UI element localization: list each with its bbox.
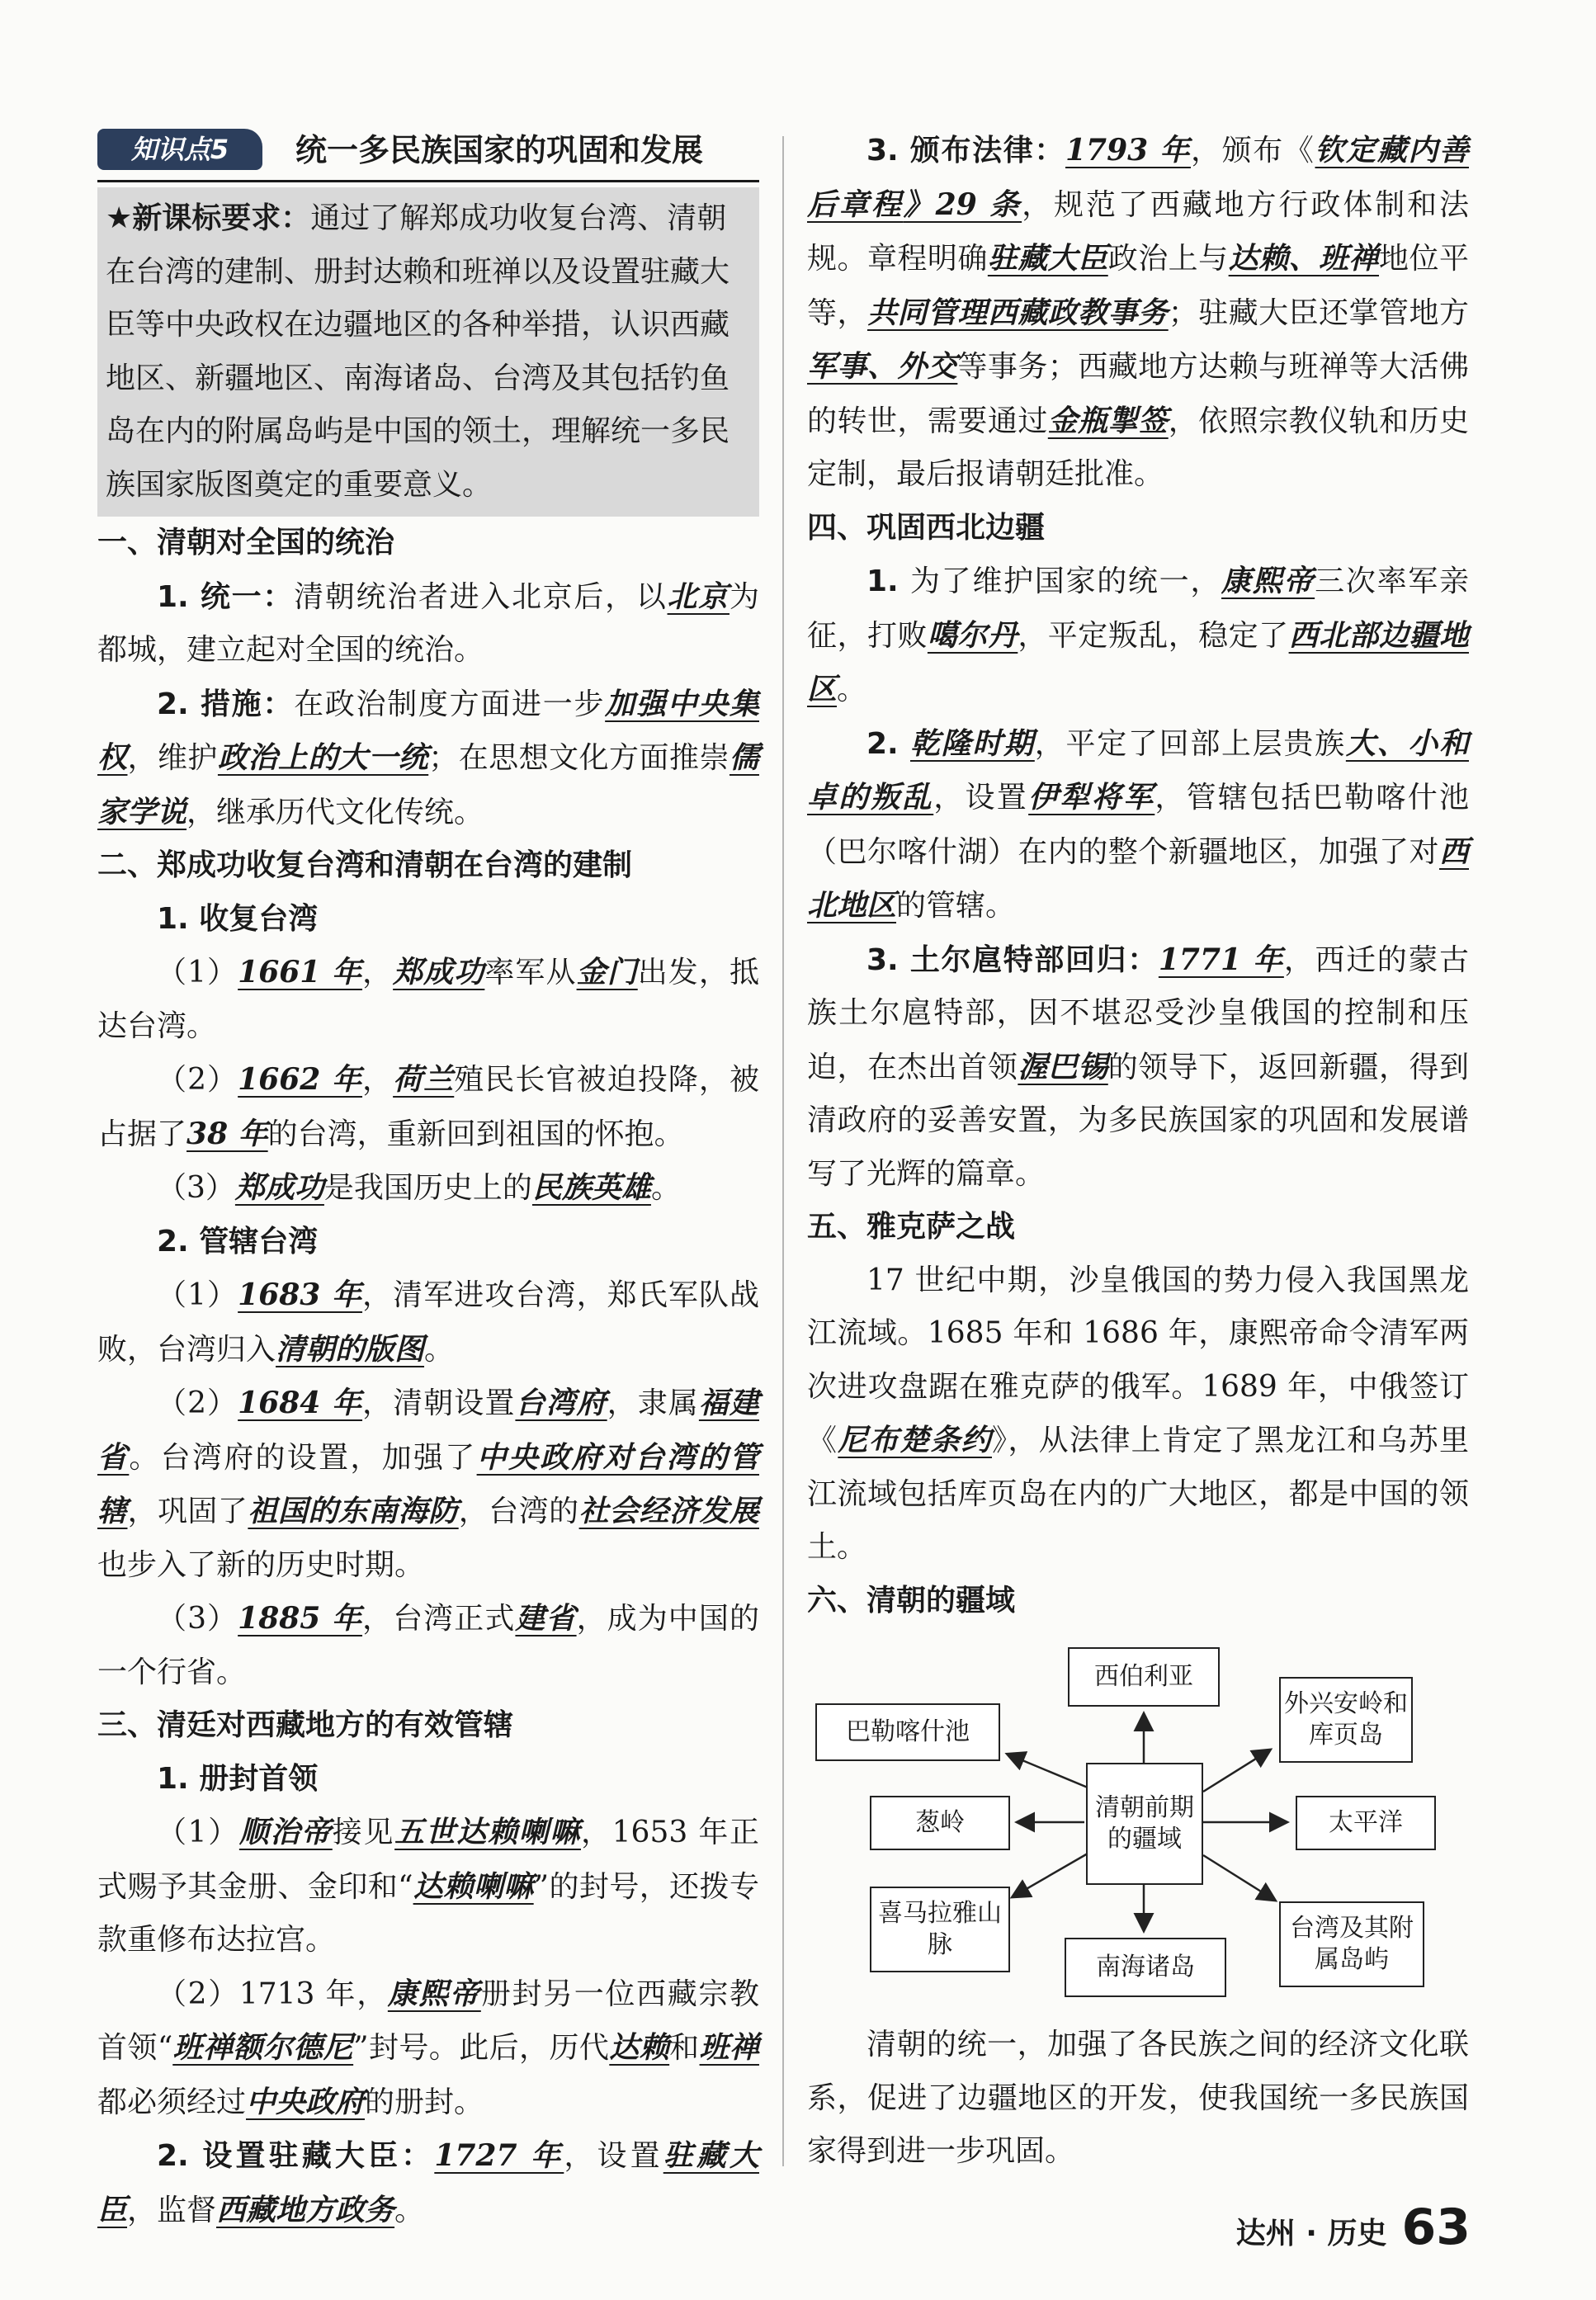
diagram-center: 清朝前期的疆域 xyxy=(1086,1763,1203,1885)
paragraph xyxy=(97,1268,759,1377)
handwritten-answer: 班禅 xyxy=(699,2030,759,2065)
text: 为了维护国家的统一， xyxy=(909,564,1222,598)
handwritten-answer: 班禅额尔德尼 xyxy=(172,2030,354,2065)
handwritten-answer: 渥巴锡 xyxy=(1018,1049,1108,1084)
column-divider xyxy=(782,136,784,2166)
topic-title: 统一多民族国家的巩固和发展 xyxy=(295,132,704,168)
handwritten-answer: 中央政府对台湾的管辖 xyxy=(97,1439,759,1528)
text: ，平定了回部上层贵族 xyxy=(1034,726,1346,761)
paragraph xyxy=(807,555,1469,717)
text: 。 xyxy=(650,1171,681,1205)
paragraph xyxy=(97,2129,759,2237)
handwritten-answer: 北京 xyxy=(667,579,730,614)
item-lead: 3. 颁布法律： xyxy=(866,134,1065,168)
handwritten-answer: 建省 xyxy=(515,1601,577,1636)
handwritten-answer: 康熙帝 xyxy=(387,1976,481,2011)
text: （1） xyxy=(157,956,238,989)
text: ，清军进攻台湾，郑氏军队战败，台湾归入 xyxy=(97,1278,759,1367)
diagram-node-pacific: 太平洋 xyxy=(1296,1796,1436,1850)
diagram-node-himalaya: 喜马拉雅山脉 xyxy=(870,1887,1010,1972)
handwritten-answer: 金瓶掣签 xyxy=(1047,403,1169,438)
handwritten-answer: 西北部边疆地区 xyxy=(807,617,1469,706)
text: ”的封号，还拨专款重修布达拉宫。 xyxy=(97,1869,759,1957)
text: 。 xyxy=(394,2193,425,2227)
handwritten-answer: 尼布楚条约 xyxy=(838,1423,992,1457)
item-lead: 1. 统一： xyxy=(157,579,295,614)
text: ，监督 xyxy=(127,2193,217,2227)
text: 是我国历史上的 xyxy=(323,1171,532,1205)
text: ，规范了西藏地方行政体制和法规。章程明确 xyxy=(807,187,1469,276)
text: ，西迁的蒙古族土尔扈特部，因不堪忍受沙皇俄国的控制和压迫，在杰出首领 xyxy=(807,942,1469,1084)
text: 。 xyxy=(837,673,867,706)
handwritten-answer: 台湾府 xyxy=(515,1386,607,1420)
text: 》，从法律上肯定了黑龙江和乌苏里江流域包括库页岛在内的广大地区，都是中国的领土。 xyxy=(807,1424,1469,1564)
text: ，平定叛乱，稳定了 xyxy=(1018,618,1289,653)
diagram-node-pamir: 葱岭 xyxy=(870,1796,1010,1850)
page-number: 63 xyxy=(1401,2198,1471,2256)
handwritten-answer: 达赖、班禅 xyxy=(1228,241,1379,276)
text: 。台湾府的设置，加强了 xyxy=(129,1440,477,1475)
paragraph xyxy=(97,1161,759,1216)
text: ，1653 年正式赐予其金册、金印和“ xyxy=(97,1816,759,1904)
handwritten-answer: 五世达赖喇嘛 xyxy=(394,1815,581,1849)
handwritten-answer: 驻藏大臣 xyxy=(97,2138,759,2227)
handwritten-answer: 38 年 xyxy=(187,1116,268,1151)
handwritten-answer: 1793 年 xyxy=(1065,133,1191,168)
section-heading: 二、郑成功收复台湾和清朝在台湾的建制 xyxy=(97,848,633,882)
handwritten-answer: 清朝的版图 xyxy=(276,1331,425,1367)
text: 册封另一位西藏宗教首领“ xyxy=(97,1976,759,2065)
text: ，管辖包括巴勒喀什池（巴尔喀什湖）在内的整个新疆地区，加强了对 xyxy=(807,781,1469,869)
handwritten-answer: 郑成功 xyxy=(393,955,485,989)
text: ”封号。此后，历代 xyxy=(353,2031,610,2065)
right-column xyxy=(807,124,1469,2179)
diagram-node-stanovoy-sakhalin: 外兴安岭和库页岛 xyxy=(1279,1677,1413,1763)
handwritten-answer: 1771 年 xyxy=(1158,942,1284,977)
text: （3） xyxy=(157,1171,235,1205)
text: （3） xyxy=(157,1602,238,1636)
requirement-label: ★新课标要求： xyxy=(106,201,311,235)
text: ，台湾的 xyxy=(458,1495,579,1528)
subheading: 2. 管辖台湾 xyxy=(157,1224,319,1259)
handwritten-answer: 顺治帝 xyxy=(238,1815,333,1849)
text: 的管辖。 xyxy=(896,889,1016,923)
handwritten-answer: 1684 年 xyxy=(238,1386,363,1420)
handwritten-answer: 钦定藏内善后章程 xyxy=(807,133,1469,222)
text: ，巩固了 xyxy=(127,1495,248,1528)
text: 殖民长官被迫投降，被占据了 xyxy=(97,1063,759,1151)
left-column xyxy=(97,124,759,2237)
handwritten-answer: 共同管理西藏政教事务 xyxy=(866,295,1169,330)
text: ，设置 xyxy=(564,2139,663,2173)
text: ，台湾正式 xyxy=(362,1602,516,1636)
text: ；驻藏大臣还掌管地方 xyxy=(1168,295,1469,330)
text: （1） xyxy=(157,1816,239,1849)
item-lead: 1. xyxy=(866,564,910,598)
section-heading: 一、清朝对全国的统治 xyxy=(97,526,395,560)
handwritten-answer: 驻藏大臣 xyxy=(987,241,1108,276)
text: ，依照宗教仪轨和历史定制，最后报请朝廷批准。 xyxy=(807,404,1469,491)
handwritten-answer: 达赖 xyxy=(609,2030,670,2065)
section-heading: 五、雅克萨之战 xyxy=(807,1210,1016,1244)
footer-label: 达州 · 历史 xyxy=(1235,2217,1387,2250)
section-heading: 四、巩固西北边疆 xyxy=(807,510,1046,545)
text: ；在思想文化方面推崇 xyxy=(428,741,730,775)
handwritten-answer: 西北地区 xyxy=(807,834,1469,923)
diagram-node-taiwan: 台湾及其附属岛屿 xyxy=(1279,1901,1424,1987)
text: ，继承历代文化传统。 xyxy=(187,795,484,829)
handwritten-answer: 西藏地方政务 xyxy=(216,2192,395,2227)
diagram-node-siberia: 西伯利亚 xyxy=(1068,1647,1220,1707)
handwritten-answer: 康熙帝 xyxy=(1221,564,1315,598)
handwritten-answer: 1661 年 xyxy=(238,955,363,989)
paragraph xyxy=(97,1967,759,2130)
text: ，隶属 xyxy=(607,1386,699,1420)
text: 清朝统治者进入北京后，以 xyxy=(294,579,668,614)
section-heading: 三、清廷对西藏地方的有效管辖 xyxy=(97,1708,514,1742)
handwritten-answer: 军事、外交 xyxy=(807,349,958,384)
text: 的台湾，重新回到祖国的怀抱。 xyxy=(267,1117,684,1151)
diagram-node-balkhash: 巴勒喀什池 xyxy=(815,1703,1000,1761)
handwritten-answer: 郑成功 xyxy=(234,1170,324,1205)
text: 出发，抵达台湾。 xyxy=(97,956,759,1043)
topic-header xyxy=(97,124,759,182)
curriculum-requirement xyxy=(97,187,759,517)
requirement-text: 通过了解郑成功收复台湾、清朝在台湾的建制、册封达赖和班禅以及设置驻藏大臣等中央政权在边疆地区的各种举措，认识西藏地区、新疆地区、南海诸岛、台湾及其包括钓鱼岛在内的附属岛屿是中国的领土，理解统一多民族国家版图奠定的重要意义。 xyxy=(106,201,730,502)
handwritten-answer: 祖国的东南海防 xyxy=(248,1494,459,1528)
handwritten-answer: 金门 xyxy=(576,955,638,989)
text: 三次率军亲征，打败 xyxy=(807,564,1469,653)
subheading: 1. 册封首领 xyxy=(157,1761,319,1796)
page-footer xyxy=(1235,2198,1471,2256)
text: （2） xyxy=(157,1386,238,1420)
text: 都必须经过 xyxy=(97,2085,247,2119)
handwritten-answer: 》29 条 xyxy=(903,187,1022,222)
paragraph xyxy=(807,1254,1469,1575)
text: ，成为中国的一个行省。 xyxy=(97,1602,759,1689)
text: 地位平等， xyxy=(807,242,1469,330)
text: （1） xyxy=(157,1278,238,1312)
text: ，颁布《 xyxy=(1190,134,1315,168)
handwritten-answer: 乾隆时期 xyxy=(909,725,1035,761)
handwritten-answer: 1885 年 xyxy=(238,1601,363,1636)
handwritten-answer: 达赖喇嘛 xyxy=(413,1868,534,1904)
text: ， xyxy=(362,956,394,989)
text: 等事务；西藏地方达赖与班禅等大活佛的转世，需要通过 xyxy=(807,350,1469,438)
section-heading: 六、清朝的疆域 xyxy=(807,1583,1016,1618)
paragraph: 清朝的统一，加强了各民族之间的经济文化联系，促进了边疆地区的开发，使我国统一多民族国家得到进一步巩固。 xyxy=(807,2028,1469,2168)
text: （2） xyxy=(157,1063,238,1097)
topic-tag: 知识点5 xyxy=(97,129,262,170)
paragraph xyxy=(97,1592,759,1699)
handwritten-answer: 荷兰 xyxy=(393,1062,455,1097)
handwritten-answer: 噶尔丹 xyxy=(927,617,1018,653)
item-lead: 2. xyxy=(866,726,910,761)
handwritten-answer: 1662 年 xyxy=(238,1062,363,1097)
text: ，维护 xyxy=(127,741,218,775)
handwritten-answer: 伊犁将军 xyxy=(1028,780,1155,815)
handwritten-answer: 儒家学说 xyxy=(97,740,759,829)
paragraph xyxy=(807,933,1469,1202)
text: 的领导下，返回新疆，得到清政府的妥善安置，为多民族国家的巩固和发展谱写了光辉的篇章。 xyxy=(807,1050,1469,1191)
handwritten-answer: 社会经济发展 xyxy=(578,1494,759,1528)
subheading: 1. 收复台湾 xyxy=(157,901,319,936)
handwritten-answer: 1683 年 xyxy=(238,1278,363,1312)
text: 也步入了新的历史时期。 xyxy=(97,1547,425,1582)
text: （2）1713 年， xyxy=(157,1976,388,2011)
paragraph xyxy=(97,1806,759,1967)
text: 为都城，建立起对全国的统治。 xyxy=(97,579,759,667)
text: 在政治制度方面进一步 xyxy=(294,687,606,721)
paragraph xyxy=(97,1053,759,1161)
text: ， xyxy=(362,1063,394,1097)
text: 。 xyxy=(424,1332,455,1367)
handwritten-answer: 政治上的大一统 xyxy=(217,740,429,775)
paragraph xyxy=(97,946,759,1053)
paragraph xyxy=(807,124,1469,502)
text: ，清朝设置 xyxy=(362,1386,516,1420)
text: 政治上与 xyxy=(1107,242,1229,276)
text: 接见 xyxy=(332,1816,395,1849)
handwritten-answer: 加强中央集权 xyxy=(97,686,759,775)
diagram-node-south-china-sea-islands: 南海诸岛 xyxy=(1065,1938,1226,1997)
territory-diagram xyxy=(807,1639,1469,2019)
text: 率军从 xyxy=(484,956,577,989)
handwritten-answer: 中央政府 xyxy=(246,2084,366,2119)
text: 和 xyxy=(669,2031,700,2065)
handwritten-answer: 福建省 xyxy=(97,1386,759,1475)
text: 的册封。 xyxy=(365,2085,484,2119)
paragraph xyxy=(97,678,759,840)
text: ，设置 xyxy=(933,781,1029,815)
handwritten-answer: 1727 年 xyxy=(434,2138,564,2173)
handwritten-answer: 民族英雄 xyxy=(531,1170,651,1205)
text: 17 世纪中期，沙皇俄国的势力侵入我国黑龙江流域。1685 年和 1686 年，康熙帝命令清军两次进攻盘踞在雅克萨的俄军。1689 年，中俄签订《 xyxy=(807,1263,1469,1457)
paragraph xyxy=(97,1377,759,1592)
paragraph xyxy=(807,717,1469,933)
handwritten-answer: 大、小和卓的叛乱 xyxy=(807,725,1469,815)
item-lead: 3. 土尔扈特部回归： xyxy=(866,942,1159,977)
item-lead: 2. 措施： xyxy=(157,687,295,721)
paragraph xyxy=(97,570,759,678)
item-lead: 2. 设置驻藏大臣： xyxy=(157,2139,435,2173)
